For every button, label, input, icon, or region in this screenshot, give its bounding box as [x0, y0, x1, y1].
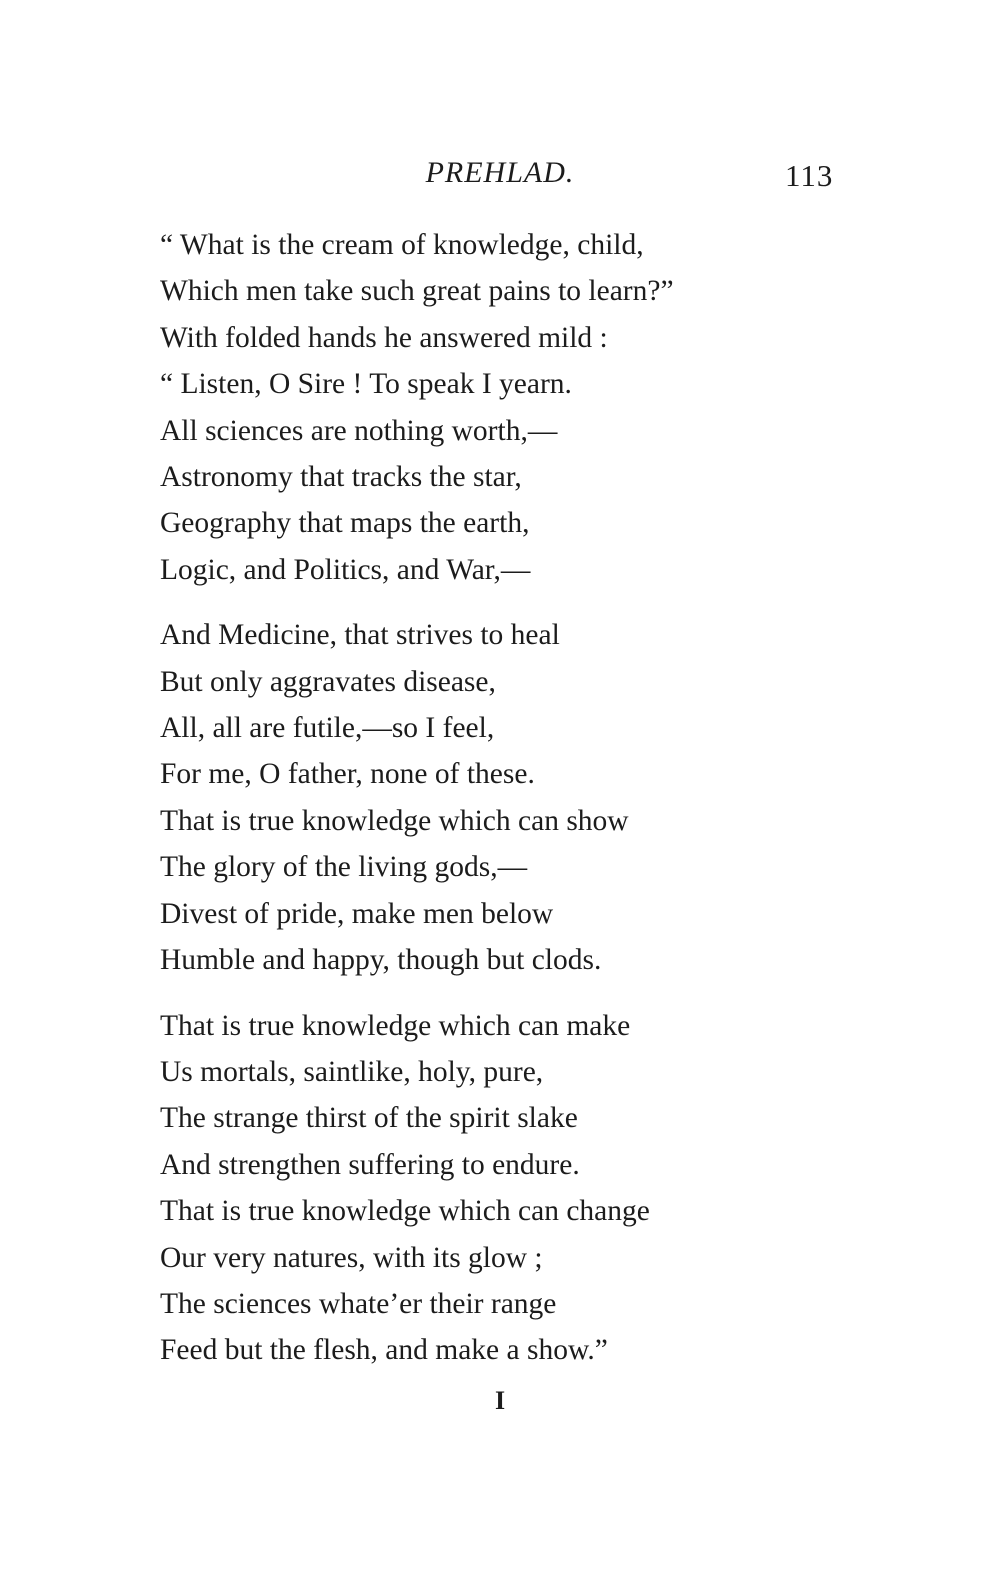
page-number: 113	[785, 158, 834, 193]
poem-line: Humble and happy, though but clods.	[160, 944, 602, 977]
poem-line: Which men take such great pains to learn?”	[160, 275, 674, 308]
poem-line: All sciences are nothing worth,—	[160, 414, 558, 447]
poem-line: Logic, and Politics, and War,—	[160, 553, 531, 586]
poem-line: And strengthen suffering to endure.	[160, 1148, 580, 1181]
poem-line: That is true knowledge which can change	[160, 1195, 650, 1228]
poem-line: All, all are futile,—so I feel,	[160, 712, 495, 745]
signature-mark: I	[494, 1386, 506, 1415]
stanza-1	[160, 222, 860, 593]
poem-line: Our very natures, with its glow ;	[160, 1241, 543, 1274]
poem-line: And Medicine, that strives to heal	[160, 619, 560, 652]
poem-line: That is true knowledge which can show	[160, 804, 629, 837]
poem-line: With folded hands he answered mild :	[160, 321, 608, 354]
poem-line: But only aggravates disease,	[160, 665, 496, 698]
poem-line: The glory of the living gods,—	[160, 851, 528, 884]
stanza-3	[160, 1003, 860, 1374]
poem-line: “ Listen, O Sire ! To speak I yearn.	[160, 368, 572, 401]
stanza-2	[160, 612, 860, 983]
running-title: PREHLAD.	[425, 156, 575, 189]
poem-line: That is true knowledge which can make	[160, 1009, 631, 1042]
running-head	[0, 148, 1000, 198]
poem-line: Feed but the flesh, and make a show.”	[160, 1334, 608, 1367]
poem-line: The sciences whate’er their range	[160, 1287, 557, 1320]
poem-line: The strange thirst of the spirit slake	[160, 1102, 578, 1135]
poem-line: Us mortals, saintlike, holy, pure,	[160, 1055, 544, 1088]
poem-line: Astronomy that tracks the star,	[160, 461, 522, 494]
poem-line: Geography that maps the earth,	[160, 507, 530, 540]
poem-line: “ What is the cream of knowledge, child,	[160, 229, 644, 261]
poem-line: For me, O father, none of these.	[160, 758, 535, 791]
poem	[160, 222, 860, 1374]
poem-line: Divest of pride, make men below	[160, 897, 554, 930]
